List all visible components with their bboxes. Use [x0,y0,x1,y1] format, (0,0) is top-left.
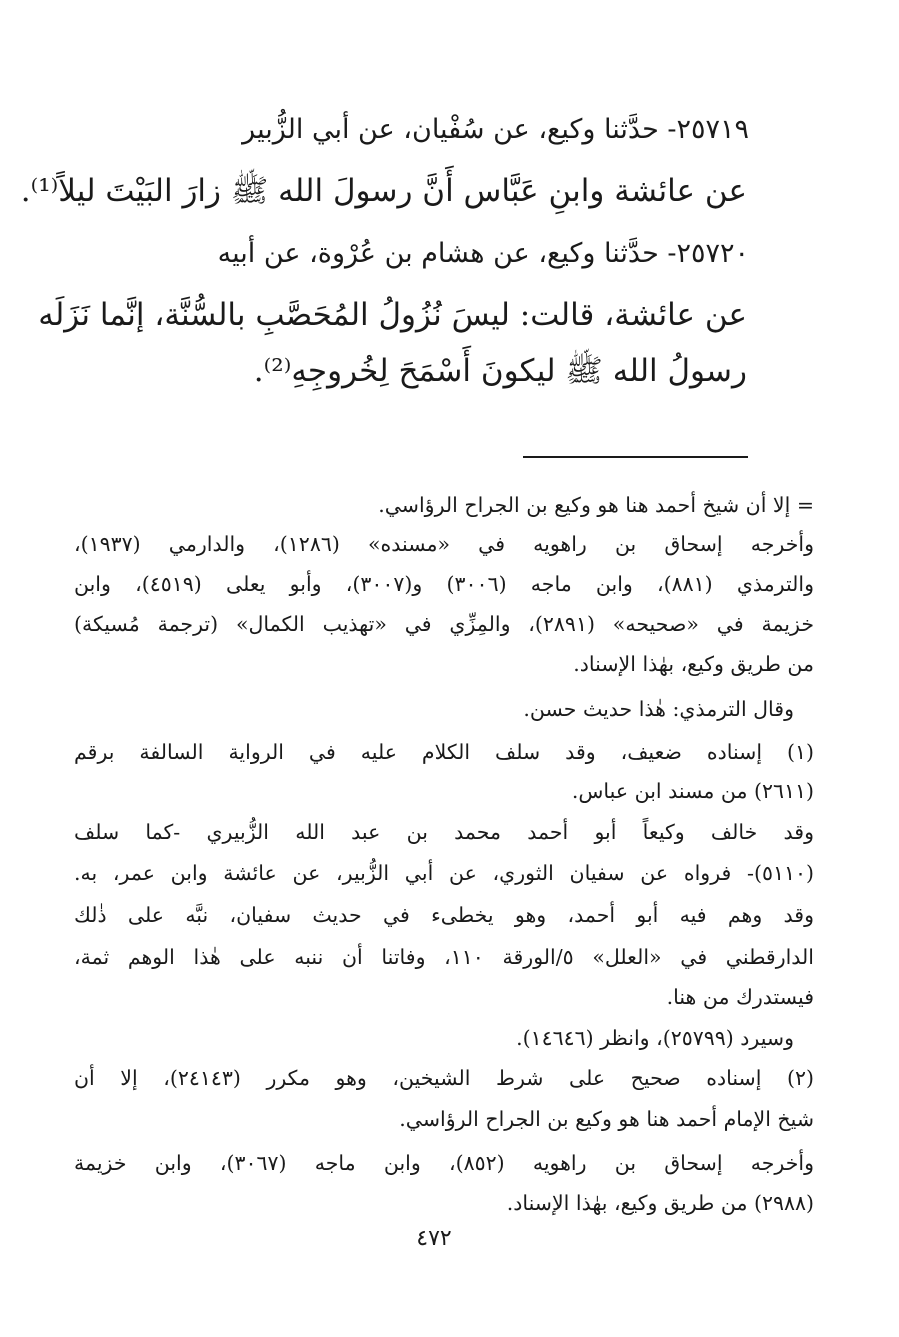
footnote-2-line: شيخ الإمام أحمد هنا هو وكيع بن الجراح الرؤاسي. [399,1107,814,1131]
footnote-line: = إلا أن شيخ أحمد هنا هو وكيع بن الجراح الرؤاسي. [378,493,814,517]
footnote-1-line: وقد وهم فيه أبو أحمد، وهو يخطىء في حديث سفيان، نبَّه على ذٰلك [74,903,814,927]
hadith-25719-text: عن عائشة وابنِ عَبَّاس أَنَّ رسولَ الله ﷺ زارَ البَيْتَ ليلاً⁽¹⁾. [20,173,747,209]
hadith-25720-text-line-1: عن عائشة، قالت: ليسَ نُزُولُ المُحَصَّبِ بالسُّنَّة، إنَّما نَزَلَه [38,297,747,333]
footnote-1-line: (٥١١٠)- فرواه عن سفيان الثوري، عن أبي الزُّبير، عن عائشة وابن عمر، به. [74,861,814,885]
footnote-1-line: وسيرد (٢٥٧٩٩)، وانظر (١٤٦٤٦). [516,1026,794,1050]
footnote-line: وقال الترمذي: هٰذا حديث حسن. [523,697,794,721]
footnote-line: وأخرجه إسحاق بن راهويه في «مسنده» (١٢٨٦)، والدارمي (١٩٣٧)، [74,532,814,556]
hadith-25720-text-line-2: رسولُ الله ﷺ ليكونَ أَسْمَحَ لِخُروجِهِ⁽²⁾. [253,353,747,389]
footnote-line: خزيمة في «صحيحه» (٢٨٩١)، والمِزِّي في «تهذيب الكمال» (ترجمة مُسيكة) [74,612,814,636]
footnote-line: والترمذي (٨٨١)، وابن ماجه (٣٠٠٦) و(٣٠٠٧)، وأبو يعلى (٤٥١٩)، وابن [74,572,814,596]
footnote-1-line: وقد خالف وكيعاً أبو أحمد محمد بن عبد الله الزُّبيري -كما سلف [74,820,814,844]
footnote-2-line: (٢٩٨٨) من طريق وكيع، بهٰذا الإسناد. [506,1191,814,1215]
footnote-1-line: فيستدرك من هنا. [666,985,814,1009]
hadith-25720-chain: ٢٥٧٢٠- حدَّثنا وكيع، عن هشام بن عُرْوة، عن أبيه [217,238,749,269]
footnote-2-line: وأخرجه إسحاق بن راهويه (٨٥٢)، وابن ماجه (٣٠٦٧)، وابن خزيمة [74,1151,814,1175]
footnote-line: من طريق وكيع، بهٰذا الإسناد. [573,652,814,676]
footnote-divider [523,456,748,458]
footnote-1-line: (٢٦١١) من مسند ابن عباس. [571,779,814,803]
hadith-25719-chain: ٢٥٧١٩- حدَّثنا وكيع، عن سُفْيان، عن أبي الزُّبير [242,114,749,145]
footnote-2-line: (٢) إسناده صحيح على شرط الشيخين، وهو مكرر (٢٤١٤٣)، إلا أن [74,1066,814,1090]
footnote-1-line: (١) إسناده ضعيف، وقد سلف الكلام عليه في الرواية السالفة برقم [74,740,814,764]
page-number: ٤٧٢ [416,1226,452,1251]
footnote-1-line: الدارقطني في «العلل» ٥/الورقة ١١٠، وفاتنا أن ننبه على هٰذا الوهم ثمة، [74,945,814,969]
